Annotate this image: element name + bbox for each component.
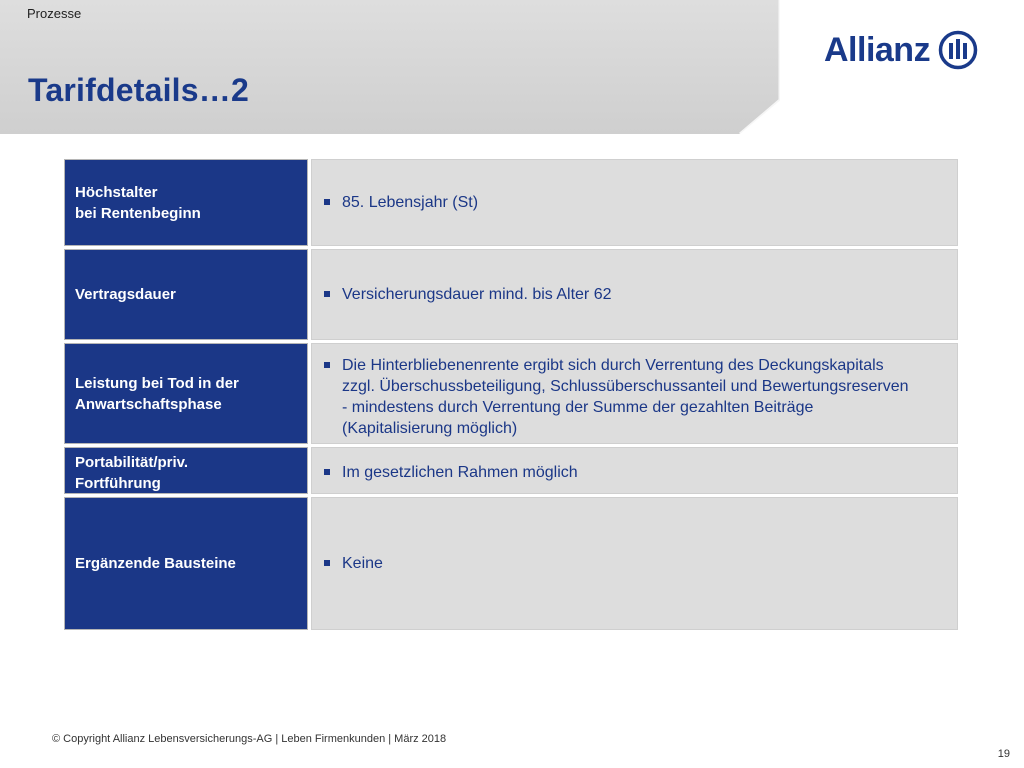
- page-title: Tarifdetails…2: [28, 72, 249, 108]
- bullet-item: [324, 553, 383, 574]
- square-bullet-icon: [324, 362, 330, 368]
- row-content: [311, 159, 958, 246]
- row-label-text: Portabilität/priv. Fortführung: [75, 454, 189, 492]
- header-band: [0, 0, 780, 134]
- bullet-item: [324, 284, 611, 305]
- row-content: [311, 497, 958, 630]
- bullet-item: [324, 192, 478, 213]
- row-label-text: Leistung bei Tod in der Anwartschaftsphase: [75, 374, 239, 413]
- bullet-text: Im gesetzlichen Rahmen möglich: [342, 464, 578, 481]
- row-content: [311, 249, 958, 340]
- allianz-logo: [824, 28, 978, 72]
- logo-wordmark: Allianz: [824, 31, 931, 69]
- row-label: [64, 497, 308, 630]
- tariff-details-table: [64, 159, 958, 633]
- bullet-text: Versicherungsdauer mind. bis Alter 62: [342, 286, 612, 303]
- bullet-text: Die Hinterbliebenenrente ergibt sich durch Verrentung des Deckungskapitals zzgl. Überschussbeteiligung, Schlussüberschussanteil und Bewertungsreserven - mindestens durch Verrentung der Summe der gezahlten Beiträge (Kapitalisierung möglich): [342, 357, 909, 437]
- bullet-text: Keine: [342, 555, 383, 572]
- row-label-text: Vertragsdauer: [75, 286, 176, 303]
- table-row: [64, 343, 958, 444]
- bullet-text: 85. Lebensjahr (St): [342, 194, 479, 211]
- square-bullet-icon: [324, 199, 330, 205]
- row-label: [64, 249, 308, 340]
- square-bullet-icon: [324, 560, 330, 566]
- square-bullet-icon: [324, 469, 330, 475]
- row-content: [311, 447, 958, 494]
- row-content: [311, 343, 958, 444]
- row-label: [64, 159, 308, 246]
- row-label-text: Höchstalter bei Rentenbeginn: [75, 183, 201, 222]
- table-row: [64, 497, 958, 630]
- allianz-eagle-icon: [938, 30, 978, 70]
- table-row: [64, 249, 958, 340]
- row-label: [64, 343, 308, 444]
- table-row: [64, 159, 958, 246]
- section-label: Prozesse: [27, 6, 82, 21]
- row-label: [64, 447, 308, 494]
- table-row: [64, 447, 958, 494]
- footer-copyright: © Copyright Allianz Lebensversicherungs-AG | Leben Firmenkunden | März 2018: [52, 733, 447, 745]
- bullet-item: [324, 355, 909, 439]
- row-label-text: Ergänzende Bausteine: [75, 555, 236, 572]
- square-bullet-icon: [324, 291, 330, 297]
- bullet-item: [324, 462, 578, 483]
- page-number: 19: [997, 748, 1010, 760]
